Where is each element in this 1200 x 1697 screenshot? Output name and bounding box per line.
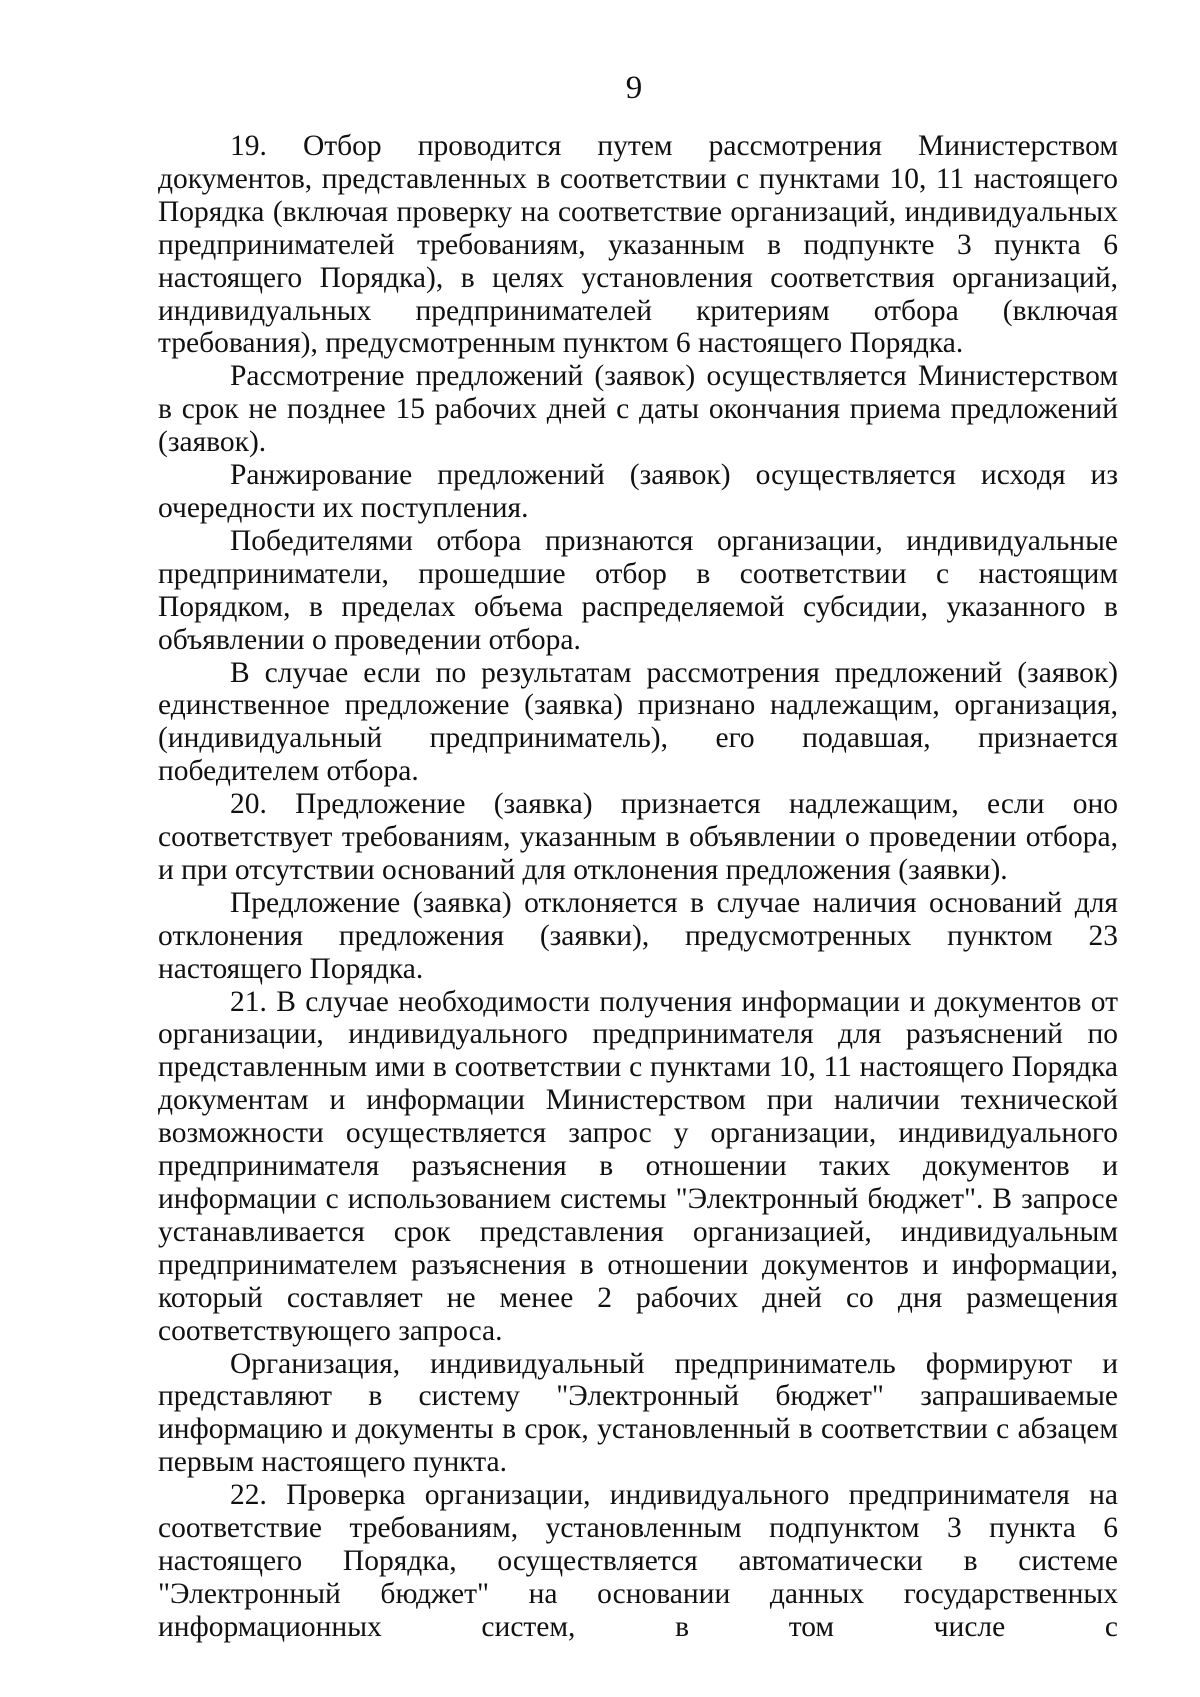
page-number: 9 [625,70,643,106]
document-body [158,130,1118,1644]
paragraph-winners: Победителями отбора признаются организации, индивидуальные предприниматели, прошедшие отбор в соответствии с настоящим Порядком, в пределах объема распределяемой субсидии, указанного в объявлении о проведении отбора. [158,524,1118,656]
paragraph-rejection: Предложение (заявка) отклоняется в случае наличия оснований для отклонения предложения (заявки), предусмотренных пунктом 23 настоящего Порядка. [158,886,1118,985]
paragraph-19: 19. Отбор проводится путем рассмотрения Министерством документов, представленных в соответствии с пунктами 10, 11 настоящего Порядка (включая проверку на соответствие организаций, индивидуальных предпринимателей требованиям, указанным в подпункте 3 пункта 6 настоящего Порядка), в целях установления соответствия организаций, индивидуальных предпринимателей критериям отбора (включая требования), предусмотренным пунктом 6 настоящего Порядка. [158,130,1118,360]
paragraph-single-proposal: В случае если по результатам рассмотрения предложений (заявок) единственное предложение (заявка) признано надлежащим, организация, (индивидуальный предприниматель), его подавшая, признается победителем отбора. [158,656,1118,788]
paragraph-22: 22. Проверка организации, индивидуального предпринимателя на соответствие требованиям, установленным подпунктом 3 пункта 6 настоящего Порядка, осуществляется автоматически в системе "Электронный бюджет" на основании данных государственных информационных систем, в том числе с [158,1479,1118,1643]
paragraph-21: 21. В случае необходимости получения информации и документов от организации, индивидуального предпринимателя для разъяснений по представленным ими в соответствии с пунктами 10, 11 настоящего Порядка документам и информации Министерством при наличии технической возможности осуществляется запрос у организации, индивидуального предпринимателя разъяснения в отношении таких документов и информации с использованием системы "Электронный бюджет". В запросе устанавливается срок представления организацией, индивидуальным предпринимателем разъяснения в отношении документов и информации, который составляет не менее 2 рабочих дней со дня размещения соответствующего запроса. [158,985,1118,1347]
paragraph-submission: Организация, индивидуальный предприниматель формируют и представляют в систему "Электронный бюджет" запрашиваемые информацию и документы в срок, установленный в соответствии с абзацем первым настоящего пункта. [158,1347,1118,1479]
paragraph-20: 20. Предложение (заявка) признается надлежащим, если оно соответствует требованиям, указанным в объявлении о проведении отбора, и при отсутствии оснований для отклонения предложения (заявки). [158,788,1118,886]
paragraph-review-term: Рассмотрение предложений (заявок) осуществляется Министерством в срок не позднее 15 рабочих дней с даты окончания приема предложений (заявок). [158,360,1118,459]
paragraph-ranking: Ранжирование предложений (заявок) осуществляется исходя из очередности их поступления. [158,459,1118,524]
